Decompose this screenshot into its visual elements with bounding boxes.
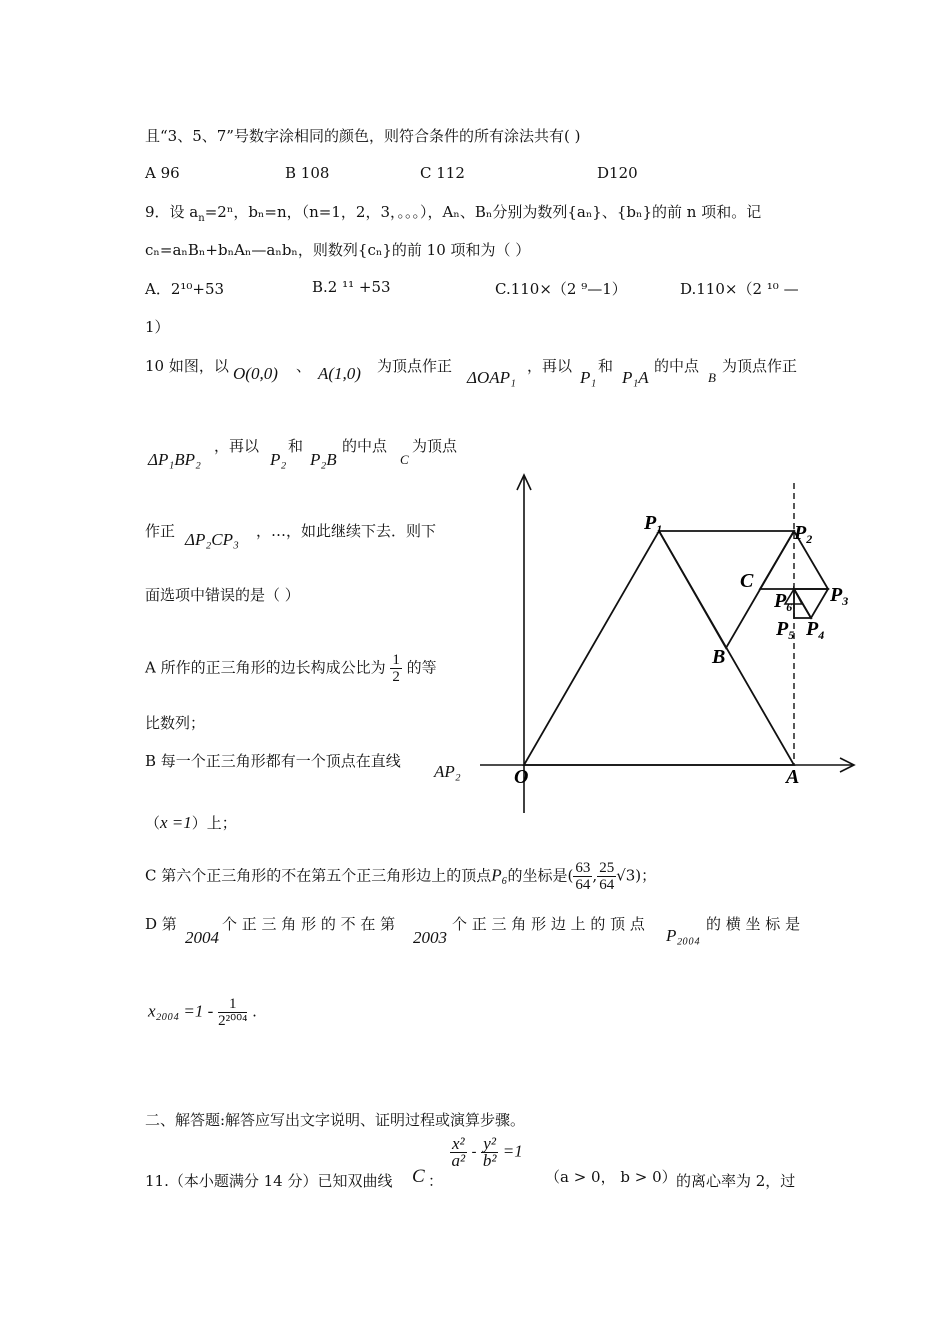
q10-point-o: O(0,0): [233, 364, 278, 383]
label-p4: $P_4$: [806, 618, 825, 642]
q10-root3: √3: [616, 866, 636, 885]
q10-option-d-end: .: [252, 1002, 257, 1021]
q10-and-2: 和: [288, 437, 304, 455]
q10-text-7: 为顶点: [412, 437, 458, 455]
q11-minus: -: [471, 1142, 477, 1161]
q10-point-a: A(1,0): [318, 364, 361, 383]
q10-triangle-1: ΔOAP₁: [467, 368, 516, 387]
q11-frac-y: [481, 1136, 498, 1169]
q10-text-3: 的中点: [654, 357, 700, 375]
q10-ratio-numerator: 1: [392, 652, 400, 668]
q10-triangle-2: ΔP₁BP₂: [148, 450, 201, 469]
q10-line-eq: x =1: [160, 813, 192, 832]
q10-option-b-close: ）上；: [191, 814, 237, 832]
q10-option-b-tail: [145, 812, 237, 833]
q9-stem-line2: cₙ=aₙBₙ+bₙAₙ—aₙbₙ，则数列{cₙ}的前 10 项和为（ ）: [145, 241, 531, 259]
q10-text-4: 为顶点作正: [722, 357, 798, 375]
q10-text-8: 作正: [145, 522, 176, 540]
q10-p6: P₆: [491, 865, 508, 885]
q10-point-b: B: [708, 370, 716, 385]
q10-p2: P₂: [270, 450, 287, 469]
q10-option-d-formula: [148, 996, 257, 1029]
q10-p1a: P₁A: [622, 368, 649, 387]
label-o: O: [514, 766, 529, 788]
q8-option-b: B 108: [285, 164, 330, 182]
q10-frac-2-num: 25: [599, 860, 615, 876]
q10-figure: [480, 465, 860, 815]
label-c: C: [740, 570, 754, 592]
q10-option-d-den: 2²⁰⁰⁴: [218, 1013, 248, 1029]
q10-triangle-3: ΔP₂CP₃: [185, 530, 239, 549]
q10-option-c-mid: 的坐标是(: [507, 866, 574, 885]
q11-colon: ：: [428, 1172, 444, 1190]
q10-text-6: 的中点: [342, 437, 388, 455]
q9-option-a: A．2¹⁰+53: [145, 280, 225, 298]
q9-option-b: B.2 ¹¹ +53: [312, 278, 391, 296]
q10-x2004: x₂₀₀₄ =1 -: [148, 1001, 214, 1021]
label-p1: $P_1$: [644, 512, 663, 536]
q8-option-c: C 112: [420, 164, 465, 182]
q11-curve-c: C: [412, 1166, 425, 1187]
q10-frac-1-num: 63: [575, 860, 591, 876]
q9-option-c: C.110×（2 ⁹—1）: [495, 280, 627, 298]
label-p6: $P_6$: [774, 590, 793, 614]
q10-option-c-text: C 第六个正三角形的不在第五个正三角形边上的顶点: [145, 866, 492, 885]
q10-frac-2-den: 64: [599, 877, 615, 893]
q9-stem: 9．设 $a_n=2^n$，bₙ=n，（n=1，2，3，。。。），Aₙ、Bₙ分别为数列{aₙ}、{bₙ}的前 n 项和。记: [145, 203, 762, 224]
q10-option-d-4: 的 横 坐 标 是: [706, 915, 801, 933]
q10-frac-1-den: 64: [575, 877, 591, 893]
triangle-oap1: [524, 531, 794, 765]
q10-option-a-text: A 所作的正三角形的边长构成公比为: [145, 658, 386, 677]
q10-option-c-post: )；: [635, 866, 657, 885]
q10-p2b: P₂B: [310, 450, 337, 469]
q10-question: 面选项中错误的是（ ）: [145, 586, 300, 604]
q10-intro: 10 如图，以: [145, 357, 229, 375]
q10-option-b-open: （: [145, 814, 161, 832]
q11-a2: a²: [451, 1151, 466, 1170]
q11-pre: 11.（本小题满分 14 分）已知双曲线: [145, 1172, 393, 1190]
q11-post: 的离心率为 2，过: [676, 1172, 796, 1190]
q10-option-d-2: 个 正 三 角 形 的 不 在 第: [222, 915, 396, 933]
q10-text-5: ，再以: [214, 437, 260, 455]
q9-stem-text: =2ⁿ，bₙ=n，（n=1，2，3，。。。），Aₙ、Bₙ分别为数列{aₙ}、{bₙ}的前 n 项和。记: [204, 203, 762, 221]
q8-option-d: D120: [597, 164, 638, 182]
q10-text-9: ，…，如此继续下去．则下: [256, 522, 437, 540]
label-a: A: [786, 766, 800, 788]
q10-option-a: [145, 652, 437, 685]
q11-equation: [450, 1136, 523, 1169]
q10-line-ap2: AP₂: [434, 762, 461, 781]
q10-option-d-1: D 第: [145, 915, 177, 933]
q10-num-2003: 2003: [413, 928, 447, 947]
q11-b2: b²: [482, 1151, 497, 1170]
q8-option-a: A 96: [145, 164, 180, 182]
q10-p1: P₁: [580, 368, 597, 387]
q11-y2: y²: [483, 1134, 496, 1153]
q10-frac-1: [573, 860, 592, 893]
q10-option-d-frac: [218, 996, 247, 1029]
q11-eq: =1: [502, 1141, 523, 1161]
q10-ratio-denominator: 2: [392, 669, 400, 685]
q9-option-d-tail: 1）: [145, 318, 170, 336]
q10-frac-2: [597, 860, 616, 893]
q10-option-d-3: 个 正 三 角 形 边 上 的 顶 点: [452, 915, 645, 933]
label-p5: $P_5$: [776, 618, 795, 642]
q8-stem-continuation: 且“3、5、7”号数字涂相同的颜色，则符合条件的所有涂法共有( ): [145, 127, 581, 145]
q10-point-c: C: [400, 452, 409, 467]
q10-num-2004: 2004: [185, 928, 219, 947]
q10-option-b: B 每一个正三角形都有一个顶点在直线: [145, 752, 401, 770]
q9-number: 9．设 a: [145, 203, 199, 221]
q10-option-a-post: 的等: [406, 658, 437, 677]
q9-option-d: D.110×（2 ¹⁰ —: [680, 280, 799, 298]
q11-x2: x²: [452, 1134, 465, 1153]
label-p3: $P_3$: [830, 584, 849, 608]
q10-text-1: 为顶点作正: [377, 357, 453, 375]
q10-option-d-num: 1: [218, 996, 247, 1013]
q10-sep: 、: [296, 357, 312, 375]
q10-option-a-ratio: [390, 652, 402, 685]
q10-option-c: C 第六个正三角形的不在第五个正三角形边上的顶点P₆的坐标是( $\frac{63}{64}$ , $\frac{25}{64}$ √3)；: [145, 860, 657, 893]
q11-frac-x: [450, 1136, 467, 1169]
label-b: B: [712, 646, 726, 668]
label-p2: $P_2$: [794, 522, 813, 546]
q10-text-2: ，再以: [527, 357, 573, 375]
q10-p2004: P₂₀₀₄: [666, 926, 701, 945]
q10-and: 和: [598, 357, 614, 375]
section-2-heading: 二、解答题:解答应写出文字说明、证明过程或演算步骤。: [145, 1111, 526, 1129]
q10-option-a-tail: 比数列；: [145, 714, 206, 732]
q11-condition: （a > 0， b > 0）: [545, 1168, 677, 1186]
